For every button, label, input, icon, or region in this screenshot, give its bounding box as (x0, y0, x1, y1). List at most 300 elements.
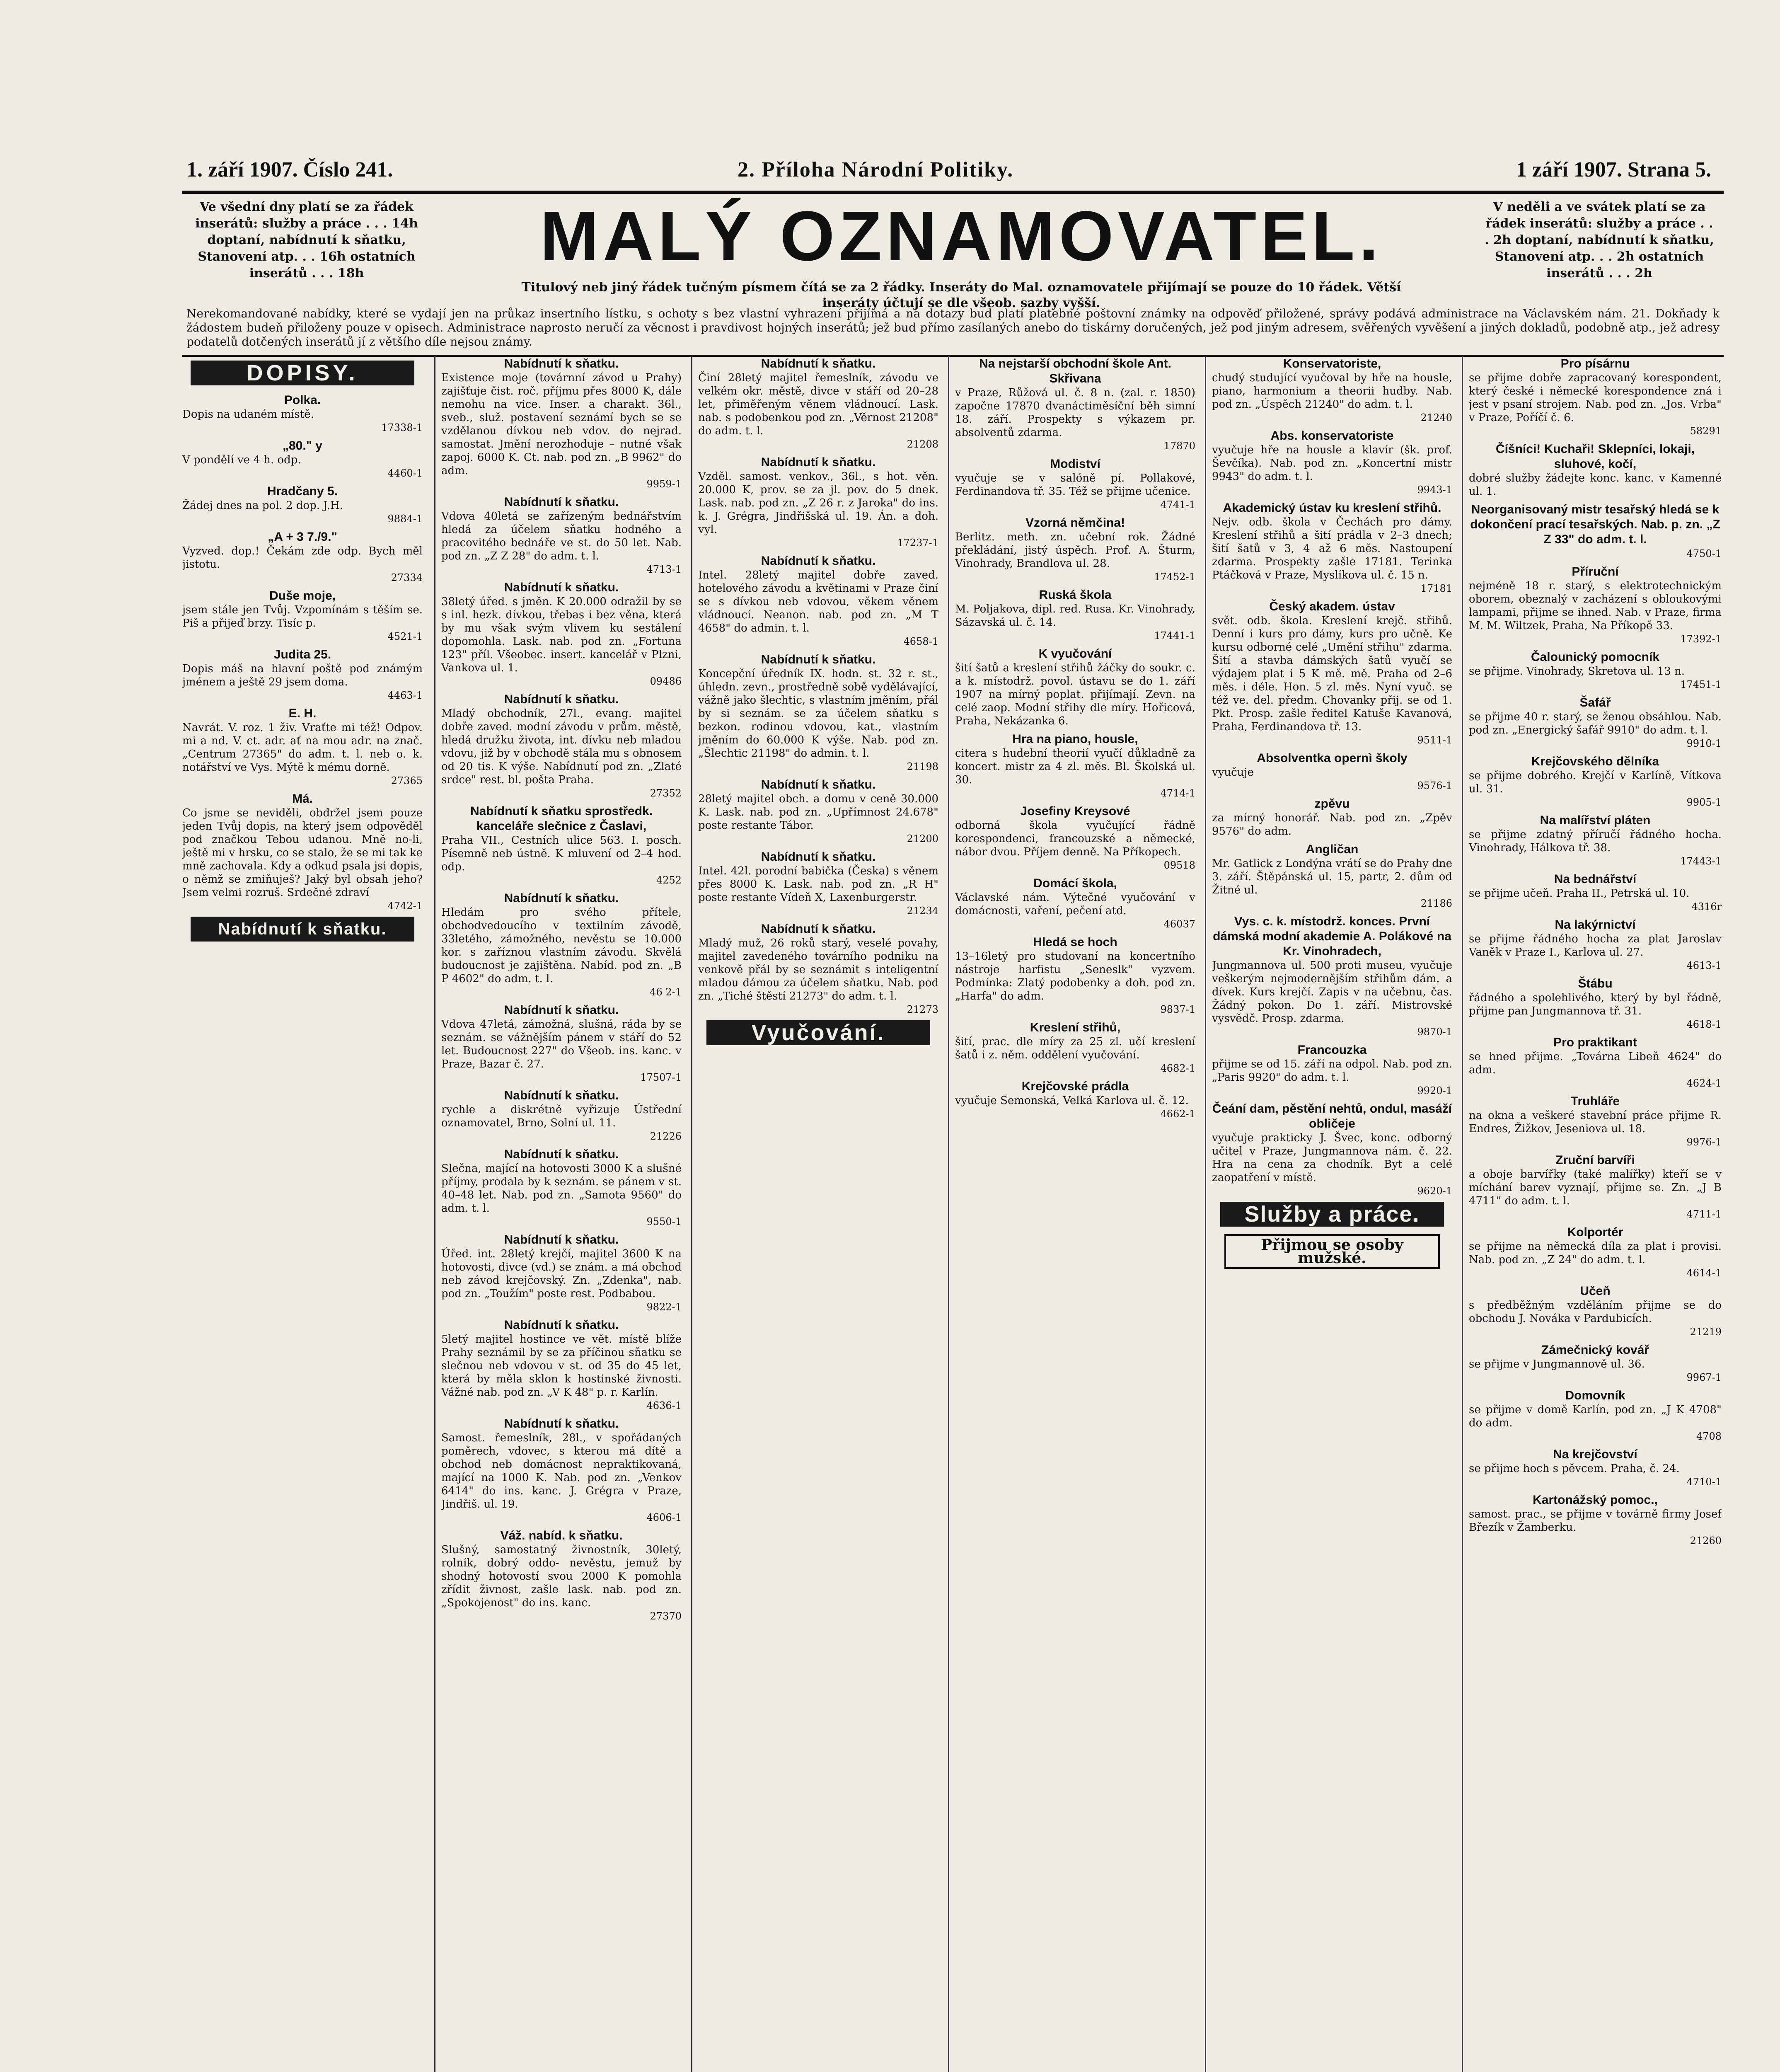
ad-number: 46037 (1163, 918, 1195, 930)
classified-ad (1469, 754, 1722, 809)
classified-ad (441, 1416, 682, 1524)
column-divider (434, 356, 435, 2072)
ad-number: 21219 (1690, 1326, 1722, 1338)
ad-text: Vdova 47letá, zámožná, slušná, ráda by se seznám. se vážnějším pánem v stáří do 52 let. Budoucnost 227" do Všeob. ins. kanc. v Praze, Bazar č. 27. (441, 1018, 682, 1070)
classified-ad (182, 530, 423, 584)
classified-ad (441, 1147, 682, 1228)
ad-heading: „80." y (283, 439, 322, 453)
ad-heading: Nabídnutí k sňatku. (504, 1233, 619, 1247)
ad-text: 38letý úřed. s jměn. K 20.000 odražil by se s inl. hezk. dívkou, třebas i bez věna, která by mu však svým vlivem ku sestálení dopomohla. Lask. nab. pod zn. „Fortuna 123" příl. Všeobec. insert. kancelář v Plzni, Vankova ul. 1. (441, 595, 682, 674)
ad-number: 21240 (1420, 412, 1452, 424)
classified-ad (955, 804, 1195, 872)
ad-number: 21200 (907, 833, 938, 845)
classified-ad (1212, 796, 1452, 838)
ad-list (698, 356, 938, 1016)
ad-text: se přijme na německá díla za plat i provisi. Nab. pod zn. „Z 24" do adm. t. l. (1469, 1240, 1722, 1266)
ad-heading: Abs. konservatoriste (1270, 429, 1394, 443)
ad-text: V pondělí ve 4 h. odp. (182, 454, 301, 466)
ad-number: 27334 (391, 572, 423, 583)
ad-number: 17441-1 (1154, 630, 1195, 641)
classified-ad (1469, 1388, 1722, 1443)
ad-number: 9870-1 (1417, 1026, 1452, 1038)
ad-text: Vzděl. samost. venkov., 36l., s hot. věn. 20.000 K, prov. se za jl. pov. do 5 dnek. Lask. nab. pod zn. „Z 26 r. z Jaroka" do ins. k. J. Grégra, Jindřišská ul. 19. Án. a doh. vyl. (698, 470, 938, 536)
ad-number: 4252 (656, 874, 682, 886)
ad-number: 17181 (1420, 583, 1452, 594)
ad-number: 17443-1 (1680, 855, 1722, 867)
ad-number: 21273 (907, 1004, 938, 1015)
classified-ad (182, 647, 423, 702)
column-6 (1469, 356, 1722, 2072)
masthead-title: MALÝ OZNAMOVATEL. (540, 197, 1383, 276)
ad-heading: Vys. c. k. místodrž. konces. První dámská modní akademie A. Polákové na Kr. Vinohradech, (1213, 915, 1451, 958)
ad-heading: Příruční (1572, 565, 1619, 579)
ad-heading: Na malířství pláten (1540, 813, 1651, 827)
page-header (186, 149, 1711, 191)
masthead (182, 195, 1724, 352)
classified-ad (1469, 872, 1722, 913)
classified-ad (955, 1020, 1195, 1075)
ad-text: Mr. Gatlick z Londýna vrátí se do Prahy dne 3. září. Štěpánská ul. 15, partr, 2. dům od Žitné ul. (1212, 857, 1452, 896)
ad-number: 17452-1 (1154, 571, 1195, 583)
classified-ad (1469, 1225, 1722, 1280)
classified-ad (441, 1232, 682, 1314)
classified-ad (1212, 842, 1452, 910)
ad-number: 58291 (1690, 425, 1722, 437)
ad-number: 21198 (907, 761, 938, 772)
classified-ad (1469, 1343, 1722, 1384)
ad-heading: Číšníci! Kuchaři! Sklepníci, lokaji, sluhové, kočí, (1495, 442, 1695, 471)
ad-heading: Na krejčovství (1553, 1447, 1637, 1461)
ad-number: 27365 (391, 775, 423, 787)
ad-text: Vyzved. dop.! Čekám zde odp. Bych měl jistotu. (182, 545, 423, 571)
ad-text: Dopis na udaném místě. (182, 408, 314, 421)
classified-ad (1469, 564, 1722, 646)
ad-heading: Kreslení střihů, (1030, 1021, 1121, 1034)
column-divider (691, 356, 692, 2072)
ad-number: 4316r (1691, 901, 1722, 913)
ad-heading: Krejčovské prádla (1021, 1080, 1129, 1093)
ad-heading: Nabídnutí k sňatku. (504, 1003, 619, 1017)
ad-number: 4624-1 (1686, 1077, 1722, 1089)
ad-text: se přijme dobrého. Krejčí v Karlíně, Vítkova ul. 31. (1469, 770, 1722, 795)
classified-ad (441, 356, 682, 491)
ad-heading: Nabídnutí k sňatku. (761, 357, 876, 370)
ad-text: jsem stále jen Tvůj. Vzpomínám s těším se. Piš a přijeď brzy. Tisíc p. (182, 604, 423, 629)
ad-text: dobré služby žádejte konc. kanc. v Kamenné ul. 1. (1469, 472, 1722, 498)
ad-text: se přijme. Vinohrady, Skretova ul. 13 n. (1469, 665, 1685, 678)
ad-number: 21186 (1420, 898, 1452, 909)
ad-text: Vdova 40letá se zařízeným bednářstvím hledá za účelem sňatku hodného a pracovitého bednáře ve st. do 50 let. Nab. pod zn. „Z Z 28" do adm. t. l. (441, 510, 682, 562)
administration-notice: Nerekomandované nabídky, které se vydají jen na průkaz insertního lístku, s ochoty s bez vlastní vyhrazení přijímá a na dotazy bud platí platebné poštovní známky na odpověď přiložené, správy podává administrace na Václavském nám. 21. Dokňady k žádostem budeň přiloženy pouze v opisech. Administrace naprosto neručí za věcnost i pravdivost hojných inserátů; jež bud přímo zasílaných anebo do tiskárny doručených, jež pod jiným adresem, svěřených vyvěšení a jiných dokladů, podobně atp., jež adresy podatelů dotčených inserátů jí z většího díle nejsou známy. (186, 307, 1720, 349)
column-4 (955, 356, 1195, 2072)
column-divider (948, 356, 949, 2072)
ad-number: 17338-1 (381, 422, 423, 433)
ad-heading: Polka. (284, 393, 321, 407)
ad-heading: Nabídnutí k sňatku. (504, 692, 619, 706)
classified-ad (182, 588, 423, 643)
classified-ad (182, 393, 423, 434)
ad-number: 9976-1 (1686, 1136, 1722, 1148)
ad-heading: Štábu (1578, 977, 1613, 990)
ad-heading: Český akadem. ústav (1269, 600, 1395, 613)
ad-text: 13–16letý pro studovaní na koncertního nástroje harfistu „Seneslk" vyzvem. Podmínka: Zlatý podobenky a doh. pod zn. „Harfa" do adm. (955, 950, 1195, 1002)
header-date-issue: 1. září 1907. Číslo 241. (186, 158, 393, 182)
ad-heading: Neorganisovaný mistr tesařský hledá se k dokončení prací tesařských. Nab. p. zn. „Z Z 33" do adm. t. l. (1470, 503, 1720, 546)
ad-heading: Čeání dam, pěstění nehtů, ondul, masáží obličeje (1212, 1102, 1452, 1130)
ad-heading: Vzorná němčina! (1025, 516, 1125, 530)
ad-number: 17392-1 (1680, 633, 1722, 645)
ad-text: Hledám pro svého přítele, obchodvedoucího v textilním závodě, 33letého, zámožného, nevěstu se 10.000 kor. s zaříznou vlastním závodu. Skvělá budoucnost je zajištěna. Nabíd. pod zn. „B P 4602" do adm. t. l. (441, 906, 682, 985)
ad-text: Slečna, mající na hotovosti 3000 K a slušné příjmy, prodala by k seznám. se pánem v st. 40–48 let. Nab. pod zn. „Samota 9560" do adm. t. l. (441, 1162, 682, 1215)
ad-heading: Na lakýrnictví (1555, 918, 1636, 932)
ad-heading: Nabídnutí k sňatku. (504, 495, 619, 509)
ad-text: Navrát. V. roz. 1 živ. Vraťte mi též! Odpov. mi a nd. V. ct. adr. ať na mou adr. na znač. „Centrum 27365" do adm. t. l. neb o. k. notářství ve Vys. Mýtě k mému dorně. (182, 721, 423, 774)
classified-ad (1212, 914, 1452, 1038)
ad-text: svět. odb. škola. Kreslení krejč. střihů. Denní i kurs pro dámy, kurs pro učně. Ke kursu odborné celé „Umění střihu" zdarma. Šití a stavba dámských šatů vyučí se výdajem plat i 5 K mě. mě. Praha od 2–6 měs. i déle. Hon. 5 zl. měs. Nyní vyuč. se též ve. del. předm. Chovanky přij. se od 1. Pkt. Prosp. zašle ředitel Katuše Kavanová, Praha, Ferdinandova tř. 13. (1212, 615, 1452, 733)
classified-ad (955, 732, 1195, 800)
ad-number: 4613-1 (1686, 960, 1722, 971)
ad-text: Jungmannova ul. 500 proti museu, vyučuje veškerým nejmodernějším střihům dám. a dívek. Kurs krejčí. Zapis v na učebnu, čas. Žádný pokon. Do 1. září. Mistrovské vysvědč. Prosp. zdarma. (1212, 959, 1452, 1025)
ad-text: rychle a diskrétně vyřizuje Ústřední oznamovatel, Brno, Solní ul. 11. (441, 1104, 682, 1129)
ad-text: Berlitz. meth. zn. učební rok. Žádné překládání, jistý úspěch. Prof. A. Šturm, Vinohrady, Brandlova ul. 28. (955, 531, 1195, 570)
ad-number: 4521-1 (387, 631, 423, 642)
section-heading-dopisy: DOPISY. (191, 361, 414, 385)
ad-heading: Angličan (1306, 842, 1359, 856)
ad-number: 4708 (1696, 1431, 1722, 1442)
ad-number: 9550-1 (646, 1216, 682, 1227)
classified-ad (1469, 1094, 1722, 1149)
classified-ad (441, 1318, 682, 1412)
ad-text: Nejv. odb. škola v Čechách pro dámy. Kreslení střihů a šití prádla v 2–3 dnech; šití šatů v 3, 4 až 6 měs. Nastoupení zdarma. Prospekty zašle 17181. Terinka Ptáčková v Praze, Myslíkova ul. č. 15 n. (1212, 516, 1452, 581)
classified-ad (955, 876, 1195, 931)
ad-number: 9920-1 (1417, 1085, 1452, 1097)
ad-heading: Truhláře (1570, 1094, 1620, 1108)
classified-ad (698, 777, 938, 845)
ad-heading: Zruční barvíři (1555, 1153, 1635, 1167)
ad-heading: Judita 25. (273, 648, 331, 661)
ad-heading: Kartonážský pomoc., (1533, 1493, 1658, 1507)
classified-ad (441, 1003, 682, 1084)
ad-heading: Pro písárnu (1560, 357, 1630, 370)
ad-heading: K vyučování (1038, 647, 1112, 661)
ad-number: 4742-1 (387, 900, 423, 912)
ad-text: nejméně 18 r. starý, s elektrotechnickým oborem, obeznalý v zacházení s obloukovými lampami, přijme se ihned. Nab. v Praze, firma M. M. Wiltzek, Praha, Na Příkopě 33. (1469, 580, 1722, 632)
header-rule (182, 191, 1724, 194)
ad-number: 4606-1 (646, 1512, 682, 1523)
classified-ad (1212, 751, 1452, 792)
classified-ad (698, 356, 938, 451)
column-2 (441, 356, 682, 2072)
ad-number: 4714-1 (1160, 787, 1195, 799)
ad-text: Intel. 28letý majitel dobře zaved. hotelového závodu a květinami v Praze činí se s dívkou neb vdovou, věkem věnem vládnoucí. Neanon. nab. pod zn. „M T 4658" do admin. t. l. (698, 569, 938, 634)
price-box-weekday: Ve všední dny platí se za řádek inserátů: služby a práce . . . 14h doptaní, nabídnutí k sňatku, Stanovení atp. . . 16h ostatních inserátů . . . 18h (195, 200, 418, 281)
ad-number: 9822-1 (646, 1301, 682, 1313)
ad-number: 21208 (907, 438, 938, 450)
ad-number: 4750-1 (1686, 548, 1722, 559)
ad-number: 4741-1 (1160, 499, 1195, 511)
classified-ad (1469, 356, 1722, 438)
ad-number: 21226 (650, 1130, 682, 1142)
ad-text: samost. prac., se přijme v továrně firmy Josef Březík v Žamberku. (1469, 1508, 1722, 1534)
ad-heading: „A + 3 7./9." (268, 530, 337, 544)
ad-text: Praha VII., Cestních ulice 563. I. posch. Písemně neb ústně. K mluvení od 2–4 hod. odp. (441, 834, 682, 873)
classified-ad (698, 554, 938, 648)
ad-text: se přijme hoch s pěvcem. Praha, č. 24. (1469, 1462, 1680, 1475)
classified-ad (441, 891, 682, 999)
classified-ad (1469, 1284, 1722, 1339)
classified-ad (1469, 976, 1722, 1031)
classified-ad (1469, 917, 1722, 972)
ad-heading: Hra na piano, housle, (1012, 732, 1138, 746)
subsection-heading-men: Přijmou se osoby mužské. (1224, 1234, 1440, 1269)
ad-text: Úřed. int. 28letý krejčí, majitel 3600 K na hotovosti, divce (vd.) se znám. a má obchod neb závod krejčovský. Zn. „Zdenka", nab. pod zn. „Toužím" poste rest. Podbabou. (441, 1248, 682, 1300)
ad-list (441, 356, 682, 1623)
ad-number: 09518 (1163, 859, 1195, 871)
column-5 (1212, 356, 1452, 2072)
header-date-page: 1 září 1907. Strana 5. (1516, 158, 1711, 182)
classified-ad (1212, 1043, 1452, 1097)
classified-ad (1212, 501, 1452, 595)
ad-text: 5letý majitel hostince ve vět. místě blíže Prahy seznámil by se za příčinou sňatku se slečnou neb vdovou v st. od 35 do 45 let, která by měla sklon k hostinské živnosti. Vážné nab. pod zn. „V K 48" p. r. Karlín. (441, 1333, 682, 1399)
ad-text: Činí 28letý majitel řemeslník, závodu ve velkém okr. městě, divce v stáří od 20–28 let, přiměřeným věnem vládnoucí. Lask. nab. s podobenkou pod zn. „Věrnost 21208" do adm. t. l. (698, 372, 938, 437)
ad-heading: Pro praktikant (1553, 1036, 1637, 1049)
ad-number: 4460-1 (387, 467, 423, 479)
ad-text: chudý studující vyučoval by hře na housle, piano, harmonium a theorii hudby. Nab. pod zn. „Úspěch 21240" do adm. t. l. (1212, 372, 1452, 411)
ad-text: vyučuje hře na housle a klavír (šk. prof. Ševčíka). Nab. pod zn. „Koncertní mistr 9943" do adm. t. l. (1212, 444, 1452, 483)
ad-heading: Francouzka (1297, 1043, 1367, 1057)
classified-ad (698, 922, 938, 1016)
ad-heading: Nabídnutí k sňatku. (504, 357, 619, 370)
ad-number: 4658-1 (903, 636, 938, 647)
classified-ad (182, 706, 423, 787)
ad-number: 27352 (650, 787, 682, 799)
ad-text: Koncepční úředník IX. hodn. st. 32 r. st., úhledn. zevn., prostředně sobě vydělávající, vážně jako šlechtic, s vlastním jměním, přál by si seznám. se za účelem sňatku s bezkon. rodinou vdovou, kat., vlastním jměním do 60.000 K výše. Nab. pod zn. „Šlechtic 21198" do admin. t. l. (698, 668, 938, 760)
ad-heading: Na bednářství (1554, 872, 1637, 886)
classified-ad (441, 1088, 682, 1143)
classified-ad (955, 516, 1195, 583)
classified-ad (1469, 1153, 1722, 1221)
ad-heading: Domovník (1565, 1389, 1625, 1402)
ad-text: za mírný honorář. Nab. pod zn. „Zpěv 9576" do adm. (1212, 812, 1452, 838)
ad-heading: Nabídnutí k sňatku. (504, 1318, 619, 1332)
ad-heading: Zámečnický kovář (1541, 1343, 1649, 1357)
ad-heading: Ruská škola (1039, 588, 1112, 602)
ad-number: 9620-1 (1417, 1185, 1452, 1197)
ad-heading: Nabídnutí k sňatku. (504, 581, 619, 594)
classified-ad (1212, 428, 1452, 496)
classified-ad (1212, 356, 1452, 424)
ad-text: Slušný, samostatný živnostník, 30letý, rolník, dobrý oddo- nevěstu, jemuž by shodný hotovostí svou 2000 K pomohla zřídit živnost, zašle lask. nab. pod zn. „Spokojenost" do ins. kanc. (441, 1544, 682, 1609)
ad-heading: Šafář (1579, 696, 1611, 709)
ad-heading: Nabídnutí k sňatku. (504, 1089, 619, 1102)
ad-number: 4711-1 (1686, 1208, 1722, 1220)
ad-heading: zpěvu (1314, 797, 1350, 811)
ad-heading: Duše moje, (269, 589, 336, 603)
masthead-subtitle: Titulový neb jiný řádek tučným písmem čítá se za 2 řádky. Inseráty do Mal. oznamovatele přijímají se pouze do 10 řádek. Větší inseráty účtují se dle všeob. sazby vyšší. (521, 280, 1401, 310)
ad-number: 27370 (650, 1610, 682, 1622)
classified-ad (441, 495, 682, 576)
classified-ad (1469, 1447, 1722, 1489)
ad-number: 4713-1 (646, 564, 682, 575)
ad-heading: Čalounický pomocník (1531, 650, 1660, 664)
classified-ad (182, 438, 423, 480)
ad-number: 9910-1 (1686, 738, 1722, 749)
ad-text: se přijme učeň. Praha II., Petrská ul. 10. (1469, 887, 1690, 900)
ad-heading: Modiství (1050, 457, 1100, 471)
ad-text: se přijme řádného hocha za plat Jaroslav Vaněk v Praze I., Karlova ul. 27. (1469, 933, 1722, 959)
classified-ad (1469, 1035, 1722, 1090)
section-heading-snatek: Nabídnutí k sňatku. (191, 917, 414, 942)
column-divider (1205, 356, 1206, 2072)
ad-number: 21234 (907, 905, 938, 917)
ad-text: se přijme dobře zapracovaný korespondent, který české i německé korespondence zná i jest v psaní strojem. Nab. pod zn. „Jos. Vrba" v Praze, Poříčí č. 6. (1469, 372, 1722, 424)
ad-text: vyučuje prakticky J. Švec, konc. odborný učitel v Praze, Jungmannova nám. č. 22. Hra na cena za chodník. Byt a celé zaopatření v místě. (1212, 1132, 1452, 1184)
classified-ad (1212, 1101, 1452, 1198)
ad-number: 4463-1 (387, 690, 423, 701)
section-heading-vyucovani: Vyučování. (706, 1020, 930, 1045)
ad-text: Václavské nám. Výtečné vyučování v domácnosti, vaření, pečení atd. (955, 891, 1195, 917)
classified-ad (955, 646, 1195, 728)
ad-text: vyučuje (1212, 766, 1254, 779)
ad-number: 4618-1 (1686, 1019, 1722, 1030)
ad-text: Mladý obchodník, 27l., evang. majitel dobře zaved. modní závodu v prům. městě, hledá družku života, int. dívku neb mladou vdovu, již by v obchodě stála mu s obnosem od 20 tis. K výše. Nabídnutí pod zn. „Zlaté srdce" rest. bl. pošta Praha. (441, 707, 682, 786)
ad-text: šití, prac. dle míry za 25 zl. učí kreslení šatů i z. něm. oddělení vyučování. (955, 1036, 1195, 1061)
ad-number: 9905-1 (1686, 796, 1722, 808)
ad-text: s předběžným vzděláním přijme se do obchodu J. Nováka v Pardubicích. (1469, 1299, 1722, 1325)
classified-ad (698, 455, 938, 549)
classified-ad (955, 356, 1195, 453)
ad-text: se přijme v Jungmannově ul. 36. (1469, 1358, 1645, 1370)
classified-ad (1469, 813, 1722, 868)
ad-heading: Kolportér (1567, 1225, 1623, 1239)
ad-number: 9959-1 (646, 478, 682, 490)
ad-heading: Nabídnutí k sňatku. (761, 850, 876, 864)
section-heading-sluzby: Služby a práce. (1220, 1202, 1444, 1227)
ad-text: se přijme 40 r. starý, se ženou obsáhlou. Nab. pod zn. „Energický šafář 9910" do adm. t. l. (1469, 711, 1722, 736)
ad-text: Samost. řemeslník, 28l., v spořádaných poměrech, vdovec, s kterou má dítě a obchod neb domácnost nepraktikovaná, mající na 1000 K. Nab. pod zn. „Venkov 6414" do ins. kanc. J. Grégra v Praze, Jindřiš. ul. 19. (441, 1432, 682, 1510)
ad-text: na okna a veškeré stavební práce přijme R. Endres, Žižkov, Jeseniova ul. 18. (1469, 1109, 1722, 1135)
classified-ad (441, 804, 682, 887)
ad-heading: Má. (292, 792, 313, 806)
ad-text: Existence moje (továrnní závod u Prahy) zajišťuje čist. roč. příjmu přes 8000 K, dále nemohu na vice. Inser. a charakt. 36l., sveb., služ. postavení seznámí bych se se vzdělanou dívkou neb vdov. do nejrad. samostat. Jmění nerozhoduje – nutné však zapoj. 6000 K. Ct. nab. pod zn. „B 9962" do adm. (441, 372, 682, 477)
classified-ad (1469, 502, 1722, 560)
ad-number: 46 2-1 (650, 986, 682, 998)
ad-number: 9576-1 (1417, 780, 1452, 792)
ad-heading: Josefiny Kreysové (1020, 804, 1130, 818)
ad-heading: Nabídnutí k sňatku. (761, 554, 876, 568)
ad-number: 9837-1 (1160, 1004, 1195, 1015)
ad-heading: Váž. nabíd. k sňatku. (500, 1529, 623, 1542)
ad-heading: Akademický ústav ku kreslení střihů. (1223, 501, 1441, 515)
ad-text: Mladý muž, 26 roků starý, veselé povahy, majitel zavedeného továrního podniku na venkově přál by se seznámit s inteligentní mladou dámou za účelem sňatku. Nab. pod zn. „Tiché štěstí 21273" do adm. t. l. (698, 937, 938, 1002)
ad-heading: Krejčovského dělníka (1531, 755, 1659, 768)
ad-list (182, 393, 423, 913)
classified-ad (698, 652, 938, 773)
column-3 (698, 356, 938, 2072)
ad-heading: Konservatoriste, (1283, 357, 1381, 370)
ad-heading: Hledá se hoch (1033, 935, 1117, 949)
classified-ad (1469, 442, 1722, 498)
ad-number: 4710-1 (1686, 1476, 1722, 1488)
classified-ad (955, 1079, 1195, 1121)
classified-ad (441, 580, 682, 688)
classified-ad (182, 792, 423, 913)
ad-list (1212, 356, 1452, 1198)
ad-number: 09486 (650, 675, 682, 687)
classified-ad (182, 484, 423, 525)
ad-heading: Domácí škola, (1033, 876, 1117, 890)
ad-heading: Nabídnutí k sňatku. (504, 1147, 619, 1161)
ad-text: šití šatů a kreslení střihů žáčky do soukr. c. a k. místodrž. povol. ústavu se do 1. září 1907 na mírný poplat. přijímají. Zevn. na celé zaop. Modní střihy dle míry. Hořicová, Praha, Nekázanka 6. (955, 662, 1195, 727)
column-divider (1462, 356, 1463, 2072)
ad-columns (182, 356, 1724, 2072)
ad-heading: Nabídnutí k sňatku. (761, 653, 876, 666)
ad-text: se přijme zdatný příručí řádného hocha. Vinohrady, Hálkova tř. 38. (1469, 828, 1722, 854)
ad-number: 4682-1 (1160, 1063, 1195, 1074)
header-supplement-title: 2. Příloha Národní Politiky. (738, 158, 1014, 182)
ad-number: 17507-1 (640, 1072, 682, 1083)
classified-ad (1469, 1493, 1722, 1547)
ad-heading: Nabídnutí k sňatku sprostředk. kanceláře slečnice z Časlavi, (470, 804, 653, 833)
ad-heading: Nabídnutí k sňatku. (761, 922, 876, 936)
classified-ad (698, 850, 938, 917)
ad-number: 17870 (1163, 440, 1195, 452)
ad-list (1469, 356, 1722, 1547)
ad-text: Dopis máš na hlavní poště pod známým jménem a ještě 29 jsem doma. (182, 663, 423, 688)
ad-text: Žádej dnes na pol. 2 dop. J.H. (182, 499, 343, 512)
classified-ad (955, 457, 1195, 511)
ad-heading: Na nejstarší obchodní škole Ant. Skřivana (979, 357, 1171, 385)
ad-text: v Praze, Růžová ul. č. 8 n. (zal. r. 1850) započne 17870 dvanáctiměsíční běh simní 18. září. Prospekty s výkazem pr. absolventů zdarma. (955, 387, 1195, 439)
ad-number: 21260 (1690, 1535, 1722, 1547)
column-1 (182, 356, 423, 2072)
ad-text: vyučuje se v salóně pí. Pollakové, Ferdinandova tř. 35. Též se přijme učenice. (955, 472, 1195, 498)
ad-number: 9943-1 (1417, 484, 1452, 496)
ad-heading: Nabídnutí k sňatku. (761, 455, 876, 469)
ad-heading: Nabídnutí k sňatku. (504, 891, 619, 905)
ad-list (955, 356, 1195, 1121)
ad-number: 4662-1 (1160, 1108, 1195, 1120)
ad-number: 17237-1 (897, 537, 938, 549)
ad-text: se hned přijme. „Továrna Libeň 4624" do adm. (1469, 1051, 1722, 1076)
ad-text: 28letý majitel obch. a domu v ceně 30.000 K. Lask. nab. pod zn. „Upřímnost 24.678" poste restante Tábor. (698, 793, 938, 832)
classified-ad (441, 692, 682, 800)
classified-ad (955, 588, 1195, 642)
ad-text: řádného a spolehlivého, který by byl řádně, přijme pan Jungmannova tř. 31. (1469, 992, 1722, 1017)
classified-ad (955, 935, 1195, 1016)
ad-heading: Absolventka opernì školy (1257, 751, 1408, 765)
price-box-holiday: V neděli a ve svátek platí se za řádek inserátů: služby a práce . . . 2h doptaní, nabídnutí k sňatku, Stanovení atp. . . 2h ostatních inserátů . . . 2h (1485, 200, 1714, 281)
ad-text: citera s hudební theorií vyučí důkladně za koncert. mistr za 4 zl. měs. Bl. Školská ul. 30. (955, 747, 1195, 786)
ad-text: vyučuje Semonská, Velká Karlova ul. č. 12. (955, 1094, 1189, 1107)
ad-text: přijme se od 15. září na odpol. Nab. pod zn. „Paris 9920" do adm. t. l. (1212, 1058, 1452, 1084)
classified-ad (1212, 599, 1452, 747)
ad-number: 9511-1 (1417, 734, 1452, 746)
ad-heading: Učeň (1580, 1284, 1611, 1298)
ad-text: se přijme v domě Karlín, pod zn. „J K 4708" do adm. (1469, 1404, 1722, 1429)
classified-ad (1469, 650, 1722, 691)
ad-text: Intel. 42l. porodní babička (Česka) s věnem přes 8000 K. Lask. nab. pod zn. „R H" poste restante Vídeň X, Laxenburgerstr. (698, 865, 938, 904)
ad-heading: E. H. (288, 707, 317, 720)
classified-ad (1469, 695, 1722, 750)
ad-heading: Hradčany 5. (267, 484, 338, 498)
ad-text: M. Poljakova, dipl. red. Rusa. Kr. Vinohrady, Sázavská ul. č. 14. (955, 603, 1195, 629)
ad-number: 9884-1 (387, 513, 423, 525)
ad-text: odborná škola vyučující řádně korespondenci, francouzské a německé, nábor dvou. Příjem denně. Na Příkopech. (955, 819, 1195, 858)
ad-heading: Nabídnutí k sňatku. (504, 1417, 619, 1431)
ad-number: 17451-1 (1680, 679, 1722, 690)
ad-text: Co jsme se neviděli, obdržel jsem pouze jeden Tvůj dopis, na který jsem odpověděl pod značkou Tebou udanou. Mně no-li, ještě mi v hrsku, co se stalo, že se mi tak ke mně zachovala. Kdy a odkud psala jsi dopis, o němž se zmiňuješ? Jaký byl obsah jeho? Jsem velmi rozruš. Srdečné zdraví (182, 807, 423, 899)
